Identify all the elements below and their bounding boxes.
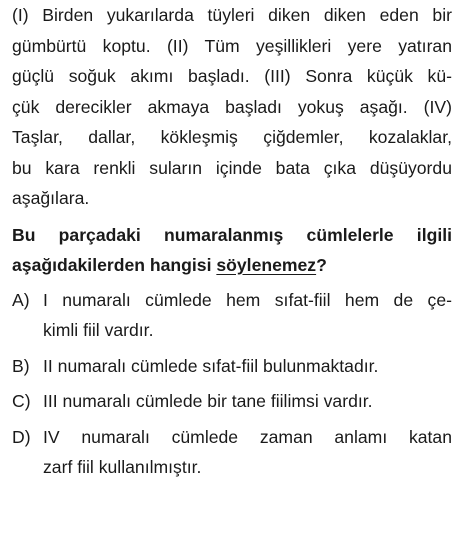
option-letter: D) xyxy=(12,426,31,447)
option-letter: A) xyxy=(12,289,30,310)
option-letter: B) xyxy=(12,355,30,376)
question-mark: ? xyxy=(316,255,327,275)
reading-passage xyxy=(12,0,452,214)
answer-options xyxy=(12,285,452,483)
passage-line: çük derecikler akmaya başladı yokuş aşağı. (IV) xyxy=(12,96,452,117)
passage-line: gümbürtü koptu. (II) Tüm yeşillikleri yere yatıran xyxy=(12,35,452,56)
underlined-keyword: söylenemez xyxy=(216,255,317,275)
passage-line: bu kara renkli suların içinde bata çıka düşüyordu xyxy=(12,157,452,178)
question-document xyxy=(12,0,452,483)
passage-line: güçlü soğuk akımı başladı. (III) Sonra küçük kü- xyxy=(12,66,452,86)
question-line xyxy=(12,250,452,281)
option-a[interactable] xyxy=(12,285,452,346)
option-letter: C) xyxy=(12,391,31,411)
option-text: kimli fiil vardır. xyxy=(43,320,154,340)
question-stem xyxy=(12,220,452,281)
option-text: IV numaralı cümlede zaman anlamı katan xyxy=(43,426,452,447)
option-text: I numaralı cümlede hem sıfat-fiil hem de çe- xyxy=(43,289,452,310)
option-text: zarf fiil kullanılmıştır. xyxy=(43,457,202,477)
option-d[interactable] xyxy=(12,422,452,483)
passage-line: Taşlar, dallar, kökleşmiş çiğdemler, kozalaklar, xyxy=(12,127,452,147)
option-c[interactable] xyxy=(12,386,452,417)
question-line: Bu parçadaki numaralanmış cümlelerle ilgili xyxy=(12,224,452,245)
option-text: III numaralı cümlede bir tane fiilimsi vardır. xyxy=(43,391,373,411)
passage-line: (I) Birden yukarılarda tüyleri diken diken eden bir xyxy=(12,5,452,25)
question-text: aşağıdakilerden hangisi xyxy=(12,255,217,275)
option-text: II numaralı cümlede sıfat-fiil bulunmaktadır. xyxy=(43,355,379,376)
passage-line: aşağılara. xyxy=(12,188,90,208)
option-b[interactable] xyxy=(12,351,452,382)
